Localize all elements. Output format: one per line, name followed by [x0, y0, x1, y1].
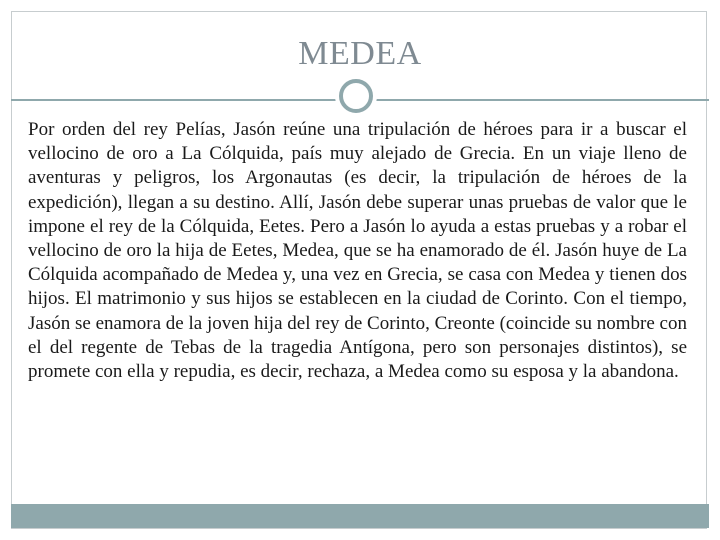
circle-ornament-icon — [339, 79, 373, 113]
footer-bar — [11, 504, 709, 528]
slide-title: MEDEA — [298, 35, 422, 72]
slide-body-text: Por orden del rey Pelías, Jasón reúne una tripulación de héroes para ir a buscar el vellocino de oro a La Cólquida, país muy alejado de Grecia. En un viaje lleno de aventuras y peligros, los Argonautas (es decir, la tripulación de héroes de la expedición), llegan a su destino. Allí, Jasón debe superar unas pruebas de valor que le impone el rey de la Cólquida, Eetes. Pero a Jasón lo ayuda a estas pruebas y a robar el vellocino de oro la hija de Eetes, Medea, que se ha enamorado de él. Jasón huye de La Cólquida acompañado de Medea y, una vez en Grecia, se casa con Medea y tienen dos hijos. El matrimonio y sus hijos se establecen en la ciudad de Corinto. Con el tiempo, Jasón se enamora de la joven hija del rey de Corinto, Creonte (coincide su nombre con el del regente de Tebas de la tragedia Antígona, pero son personajes distintos), se promete con ella y repudia, es decir, rechaza, a Medea como su esposa y la abandona. — [28, 119, 687, 383]
